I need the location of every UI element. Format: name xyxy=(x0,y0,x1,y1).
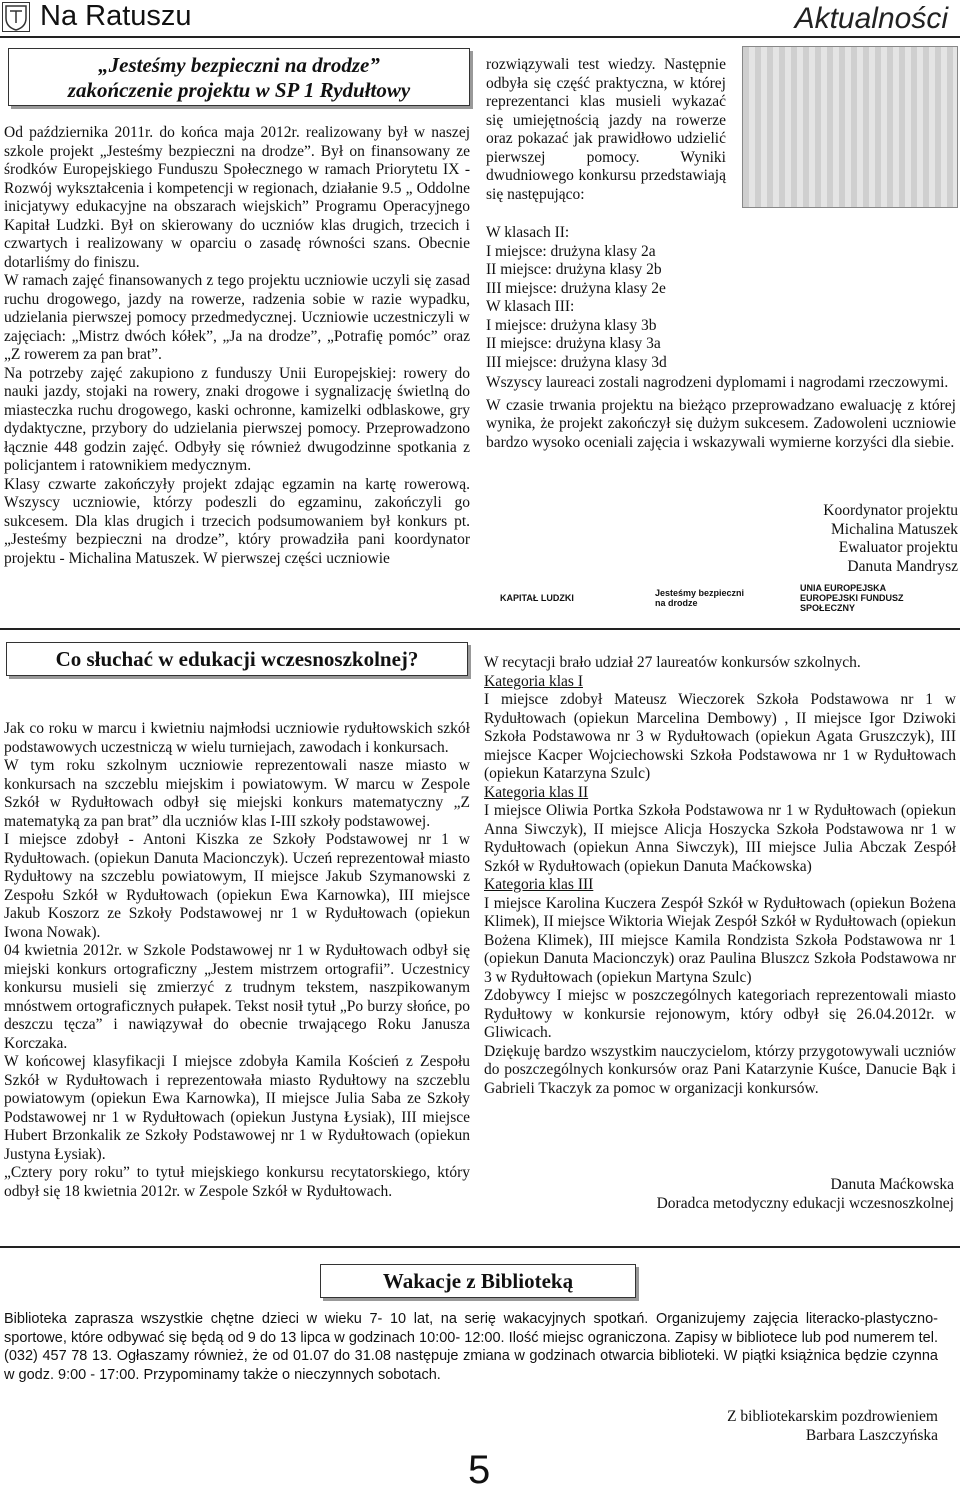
result-line: I miejsce: drużyna klasy 3b xyxy=(486,316,657,334)
newspaper-title: Na Ratuszu xyxy=(40,0,192,32)
town-crest-icon xyxy=(2,2,30,32)
result-line: II miejsce: drużyna klasy 3a xyxy=(486,335,661,352)
article1-intro-text: rozwiązywali test wiedzy. Następnie odbyła się część praktyczna, w której reprezentanci klas musieli wykazać się umiejętnością jazdy na rowerze oraz pokazać jak prawidłowo udzielić pierwszej pomocy. Wyniki dwudniowego konkursu przedstawiają się następująco: xyxy=(486,56,726,203)
category-label: Kategoria klas I xyxy=(484,672,583,690)
category-text: I miejsce Oliwia Portka Szkoła Podstawowa nr 1 w Rydułtowach (opiekun Anna Siwczyk), II miejsce Alicja Hoszycka Szkoła Podstawowa nr 1 w Rydułtowach (opiekun Anna Siwczyk), III miejsce Julia Abczak Zespół Szkół w Rydułtowach (opiekun Danuta Maćkowska) xyxy=(484,802,956,875)
result-line: W klasach II: xyxy=(486,224,570,241)
category-label: Kategoria klas II xyxy=(484,783,589,801)
section-divider xyxy=(0,1246,960,1248)
article1-signature xyxy=(600,502,958,576)
article1-paragraph: Na potrzeby zajęć zakupiono z funduszy Unii Europejskiej: rowery do nauki jazdy, stojaki na rowery, znaki drogowe i sygnalizację świetlną do miasteczka ruchu drogowego, kaski ochronne, kamizelki odblaskowe, gry dydaktyczne, przybory do udzielania pierwszej pomocy. Przeprowadzono łącznie 448 godzin zajęć. Odbyły się również dwugodzinne spotkania z policjantem i ratownikiem medycznym. xyxy=(4,364,470,474)
signature-line: Z bibliotekarskim pozdrowieniem xyxy=(727,1408,938,1425)
signature-line: Barbara Laszczyńska xyxy=(805,1426,938,1444)
signature-line: Doradca metodyczny edukacji wczesnoszkolnej xyxy=(656,1194,954,1212)
category-text: I miejsce zdobył Mateusz Wieczorek Szkoła Podstawowa nr 1 w Rydułtowach (opiekun Marcelina Dembowy) , II miejsce Igor Dziwoki Szkoła Podstawowa nr 3 w Rydułtowach (opiekun Agata Gruszczyk), III miejsce Kacper Wojciechowski Szkoła Podstawowa nr 1 w Rydułtowach (opiekun Katarzyna Szulc) xyxy=(484,691,956,782)
result-line: III miejsce: drużyna klasy 3d xyxy=(486,353,667,371)
signature-line: Danuta Maćkowska xyxy=(830,1176,954,1193)
article2-paragraph: W końcowej klasyfikacji I miejsce zdobyła Kamila Koścień z Zespołu Szkół w Rydułtowach i reprezentowała miasto Rydułtowy na szczeblu powiatowym (opiekun Ewa Karnowka), II miejsce Julia Saba ze Szkoły Podstawowej nr 1 w Rydułtowach (opiekun Justyna Łysiak), III miejsce Hubert Brzonkalik ze Szkoły Podstawowej nr 1 w Rydułtowach (opiekun Justyna Łysiak). xyxy=(4,1053,470,1163)
article1-paragraph: W czasie trwania projektu na bieżąco przeprowadzano ewaluację z której wynika, że projekt zakończył się dużym sukcesem. Zadowoleni uczniowie bardzo wysoko oceniali zajęcia i wskazywali wymierne korzyści dla siebie. xyxy=(486,396,956,451)
signature-line: Koordynator projektu xyxy=(823,502,958,519)
article2-intro: W recytacji brało udział 27 laureatów konkursów szkolnych. xyxy=(484,654,861,671)
article2-paragraph: Zdobywcy I miejsc w poszczególnych kategoriach reprezentowali miasto Rydułtowy w konkursie rejonowym, który odbył się 26.04.2012r. w Gliwicach. xyxy=(484,987,956,1041)
article3-body xyxy=(4,1310,938,1384)
article2-paragraph: Dziękuję bardzo wszystkim nauczycielom, którzy przygotowywali uczniów do poszczególnych konkursów oraz Pani Katarzynie Kuśce, Danucie Bąk i Gabrieli Tkaczyk za pomoc w organizacji konkursów. xyxy=(484,1042,956,1097)
article1-title: „Jesteśmy bezpieczni na drodze” zakończenie projektu w SP 1 Rydułtowy xyxy=(67,53,411,102)
article1-paragraph: Wszyscy laureaci zostali nagrodzeni dyplomami i nagrodami rzeczowymi. xyxy=(486,374,949,391)
article2-title: Co słuchać w edukacji wczesnoszkolnej? xyxy=(55,647,419,671)
result-line: W klasach III: xyxy=(486,298,575,315)
article1-paragraph: Od października 2011r. do końca maja 2012r. realizowany był w naszej szkole projekt „Jesteśmy bezpieczni na drodze”. Był on finansowany ze środków Europejskiego Funduszu Społecznego w ramach Priorytetu IX - Rozwój wykształcenia i kompetencji w regionach, działanie 9.5 „ Oddolne inicjatywy edukacyjne na obszarach wiejskich” Programu Operacyjnego Kapitał Ludzki. Był on skierowany do uczniów klas drugich, trzecich i czwartych i realizowany w oparciu o zasadę równości szans. Obecnie dotarliśmy do finiszu. xyxy=(4,124,470,271)
signature-line: Danuta Mandrysz xyxy=(847,557,958,575)
article3-paragraph: Biblioteka zaprasza wszystkie chętne dzieci w wieku 7- 10 lat, na serię wakacyjnych spotkań. Organizujemy zajęcia literacko-plastyczno-sportowe, które odbywać się będą od 9 do 13 lipca w godzinach 10:00- 12:00. Ilość miejsc ograniczona. Zapisy w bibliotece lub pod numerem tel. (032) 457 78 13. Ogłaszamy również, że od 01.07 do 31.08 następuje zmiana w godzinach otwarcia biblioteki. W piątki książnica będzie czynna w godz. 9:00 - 17:00. Przypominamy także o nieczynnych sobotach. xyxy=(4,1311,938,1383)
article1-right-intro xyxy=(486,56,726,204)
header-divider xyxy=(0,36,960,38)
article2-left-column xyxy=(4,720,470,1201)
result-line: I miejsce: drużyna klasy 2a xyxy=(486,242,656,260)
article2-paragraph: 04 kwietnia 2012r. w Szkole Podstawowej nr 1 w Rydułtowach odbył się miejski konkurs ortograficzny „Jestem mistrzem ortografii”. Uczestnicy konkursu musieli się zmierzyć z trudnym tekstem, naszpikowanym mnóstwem ortograficznych pułapek. Tekst nosił tytuł „Po burzy słońce, po deszczu tęcza” i nawiązywał do obecnie trwającego Roku Janusza Korczaka. xyxy=(4,942,470,1052)
category-label: Kategoria klas III xyxy=(484,876,594,893)
article2-paragraph: W tym roku szkolnym uczniowie reprezentowali nasze miasto w konkursach na szczeblu miejskim i powiatowym. W marcu w Zespole Szkół w Rydułtowach odbył się miejski konkurs matematyczny „Z matematyką za pan brat” dla uczniów klas I-III szkoły podstawowej. xyxy=(4,757,470,830)
eu-flag-logo: UNIA EUROPEJSKA EUROPEJSKI FUNDUSZ SPOŁECZNY xyxy=(800,583,904,613)
article1-paragraph: W ramach zajęć finansowanych z tego projektu uczniowie uczyli się zasad ruchu drogowego, jazdy na rowerze, radzenia sobie w razie wypadku, udzielania pierwszej pomocy przedmedycznej. Uczniowie uczestniczyli w zajęciach: „Mistrz dwóch kółek”, „Ja na drodze”, „Potrafię pomóc” oraz „Z rowerem za pan brat”. xyxy=(4,272,470,363)
result-line: II miejsce: drużyna klasy 2b xyxy=(486,261,662,278)
article2-paragraph: „Cztery pory roku” to tytuł miejskiego konkursu recytatorskiego, który odbył się 18 kwietnia 2012r. w Zespole Szkół w Rydułtowach. xyxy=(4,1164,470,1200)
section-divider xyxy=(0,628,960,630)
signature-line: Ewaluator projektu xyxy=(838,539,958,556)
article3-title: Wakacje z Biblioteką xyxy=(382,1269,574,1293)
section-title: Aktualności xyxy=(794,2,948,35)
article1-results xyxy=(486,224,726,372)
category-text: I miejsce Karolina Kuczera Zespół Szkół w Rydułtowach (opiekun Bożena Klimek), II miejsce Wiktoria Wiejak Zespół Szkół w Rydułtowach (opiekun Bożena Klimek), III miejsce Kamila Rondzista Szkoła Podstawowa nr 1 (opiekun Danuta Macionczyk) oraz Paulina Bluszcz Szkoła Podstawowa nr 3 w Rydułtowach (opiekun Martyna Szulc) xyxy=(484,894,956,986)
article1-paragraph: Klasy czwarte zakończyły projekt zdając egzamin na kartę rowerową. Wszyscy uczniowie, którzy podeszli do egzaminu, zakończyli go sukcesem. Dla klas drugich i trzecich podsumowaniem był konkurs pt. „Jesteśmy bezpieczni na drodze”, który prowadziła pani koordynator projektu - Michalina Matuszek. W pierwszej części uczniowie xyxy=(4,475,470,567)
eu-logos-bar xyxy=(500,578,930,618)
result-line: III miejsce: drużyna klasy 2e xyxy=(486,279,666,297)
article2-paragraph: I miejsce zdobył - Antoni Kiszka ze Szkoły Podstawowej nr 1 w Rydułtowach. (opiekun Danuta Macionczyk). Uczeń reprezentował miasto Rydułtowy na szczeblu powiatowym, II miejsce Jakub Szymanowski z Zespołu Szkół w Rydułtowach (opiekun Ewa Karnowka), III miejsce Jakub Koszorz ze Szkoły Podstawowej nr 1 w Rydułtowach (opiekun Iwona Nowak). xyxy=(4,831,470,941)
signature-line: Michalina Matuszek xyxy=(831,520,958,538)
article3-title-box xyxy=(320,1264,636,1298)
article1-left-column xyxy=(4,124,470,568)
students-first-aid-photo xyxy=(742,46,958,208)
article1-right-paragraphs xyxy=(486,374,956,452)
article1-title-box xyxy=(8,48,470,106)
page-number: 5 xyxy=(468,1448,491,1492)
article2-right-column xyxy=(484,654,956,1098)
article2-title-box xyxy=(6,642,468,676)
article3-signature xyxy=(600,1408,938,1445)
article2-paragraph: Jak co roku w marcu i kwietniu najmłodsi uczniowie rydułtowskich szkół podstawowych uczestniczą w wielu turniejach, zawodach i konkursach. xyxy=(4,720,470,756)
article2-signature xyxy=(560,1176,954,1213)
kapital-ludzki-logo: KAPITAŁ LUDZKI xyxy=(500,593,574,603)
project-logo: Jesteśmy bezpieczni na drodze xyxy=(655,588,745,608)
